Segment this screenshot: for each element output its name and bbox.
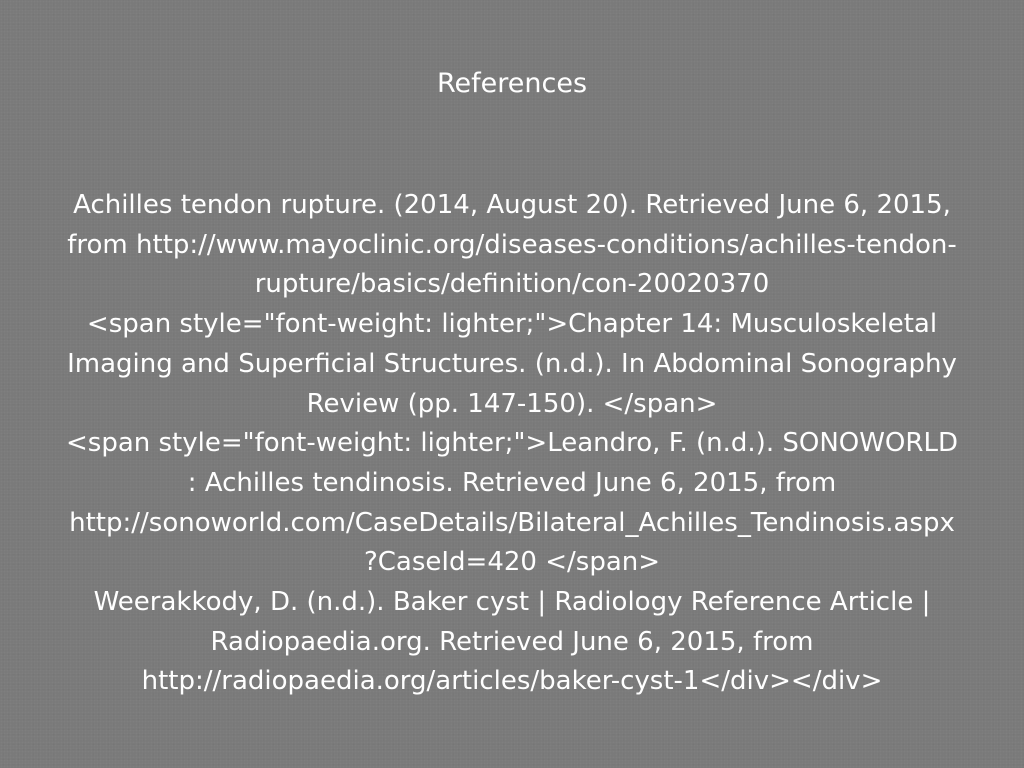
reference-line: Review (pp. 147-150). </span> (306, 388, 718, 419)
slide-title: References (436, 68, 588, 99)
reference-line: : Achilles tendinosis. Retrieved June 6, 2015, from (187, 467, 837, 498)
reference-line: Imaging and Superficial Structures. (n.d.). In Abdominal Sonography (67, 348, 957, 379)
reference-line: http://sonoworld.com/CaseDetails/Bilateral_Achilles_Tendinosis.aspx (69, 507, 955, 538)
reference-line: from http://www.mayoclinic.org/diseases-conditions/achilles-tendon- (67, 229, 957, 260)
reference-line: rupture/basics/definition/con-20020370 (254, 269, 770, 300)
reference-line: <span style="font-weight: lighter;">Chapter 14: Musculoskeletal (86, 309, 938, 340)
references-body (12, 186, 1012, 702)
reference-line: Radiopaedia.org. Retrieved June 6, 2015, from (210, 626, 814, 657)
reference-line: Achilles tendon rupture. (2014, August 20). Retrieved June 6, 2015, (73, 190, 951, 220)
reference-line: ?CaseId=420 </span> (363, 547, 661, 578)
reference-line: <span style="font-weight: lighter;">Leandro, F. (n.d.). SONOWORLD (66, 428, 958, 459)
reference-line: Weerakkody, D. (n.d.). Baker cyst | Radiology Reference Article | (93, 587, 931, 618)
reference-line: http://radiopaedia.org/articles/baker-cyst-1</div></div> (141, 666, 883, 697)
